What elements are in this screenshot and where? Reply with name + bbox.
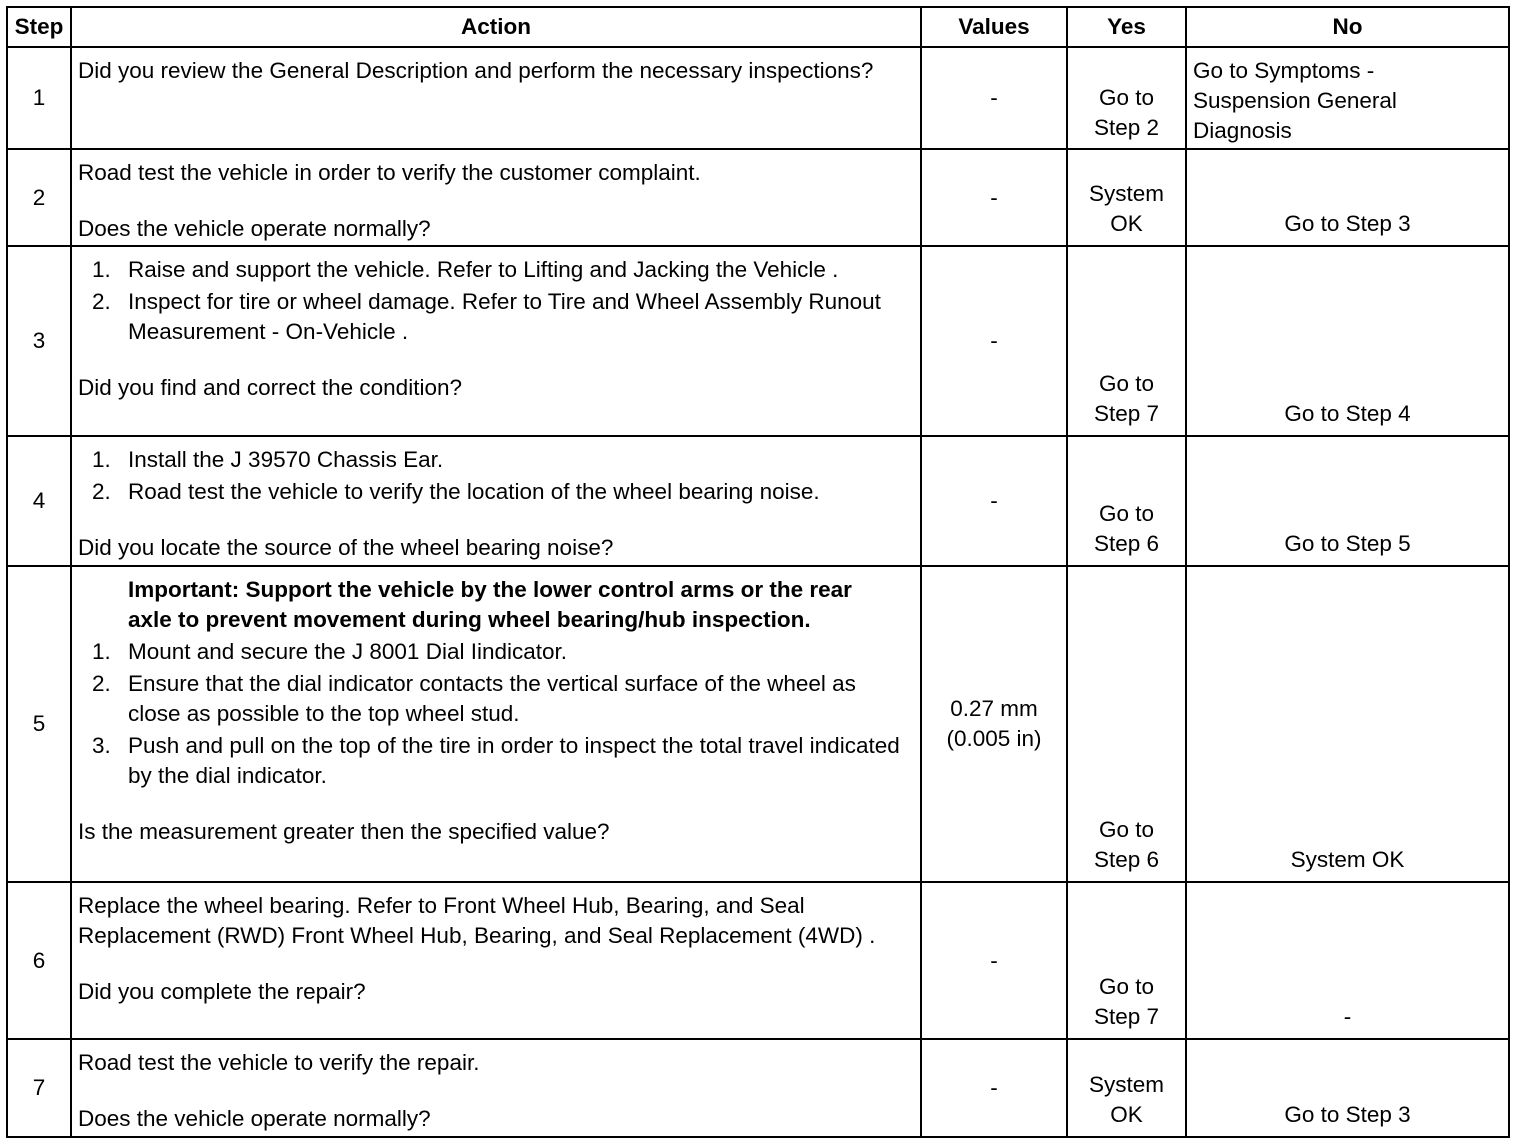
- action-cell: [71, 1039, 921, 1137]
- header-action: Action: [71, 7, 921, 47]
- step-number: 3: [7, 246, 71, 436]
- yes-cell: [1067, 47, 1186, 149]
- important-label: Important: [128, 577, 232, 602]
- item-number: 1.: [92, 639, 111, 664]
- step-number: 4: [7, 436, 71, 566]
- list-item: [78, 731, 914, 791]
- table-row: [7, 47, 1509, 149]
- list-item: [78, 477, 914, 507]
- no-cell: System OK: [1186, 566, 1509, 882]
- yes-text: Go to Step 2: [1093, 85, 1160, 140]
- list-item: [78, 255, 914, 285]
- action-question: Does the vehicle operate normally?: [78, 1106, 431, 1131]
- action-question: Does the vehicle operate normally?: [78, 216, 431, 241]
- yes-text: Go to Step 7: [1093, 371, 1160, 426]
- values-cell: -: [921, 149, 1067, 246]
- table-row: [7, 1039, 1509, 1137]
- yes-text: System OK: [1088, 1072, 1164, 1127]
- important-text: : Support the vehicle by the lower control arms or the rear axle to prevent movement during wheel bearing/hub inspection.: [128, 577, 852, 632]
- list-item: [78, 445, 914, 475]
- item-number: 3.: [92, 733, 111, 758]
- values-cell: [921, 566, 1067, 882]
- no-cell: Go to Step 4: [1186, 246, 1509, 436]
- action-question: Did you locate the source of the wheel bearing noise?: [78, 535, 614, 560]
- action-cell: [71, 47, 921, 149]
- header-values: Values: [921, 7, 1067, 47]
- action-cell: [71, 246, 921, 436]
- values-cell: -: [921, 1039, 1067, 1137]
- list-item: [78, 287, 914, 347]
- yes-cell: [1067, 882, 1186, 1039]
- action-question: Did you complete the repair?: [78, 979, 366, 1004]
- step-number: 2: [7, 149, 71, 246]
- step-number: 1: [7, 47, 71, 149]
- table-row: [7, 149, 1509, 246]
- header-yes: Yes: [1067, 7, 1186, 47]
- values-cell: -: [921, 882, 1067, 1039]
- item-number: 2.: [92, 289, 111, 314]
- no-cell: Go to Step 3: [1186, 149, 1509, 246]
- values-cell: -: [921, 246, 1067, 436]
- item-number: 1.: [92, 447, 111, 472]
- item-text: Push and pull on the top of the tire in order to inspect the total travel indicated by the dial indicator.: [128, 733, 900, 788]
- yes-text: Go to Step 6: [1093, 817, 1160, 872]
- yes-cell: [1067, 1039, 1186, 1137]
- table-row: [7, 566, 1509, 882]
- action-question: Did you find and correct the condition?: [78, 375, 462, 400]
- table-row: [7, 882, 1509, 1039]
- step-number: 5: [7, 566, 71, 882]
- important-note: [78, 575, 914, 635]
- action-cell: [71, 566, 921, 882]
- item-text: Raise and support the vehicle. Refer to Lifting and Jacking the Vehicle .: [128, 257, 839, 282]
- yes-text: Go to Step 6: [1093, 501, 1160, 556]
- no-cell: Go to Step 5: [1186, 436, 1509, 566]
- item-text: Mount and secure the J 8001 Dial Iindicator.: [128, 639, 568, 664]
- values-text: 0.27 mm (0.005 in): [946, 696, 1042, 751]
- header-no: No: [1186, 7, 1509, 47]
- action-text: Road test the vehicle in order to verify the customer complaint.: [78, 160, 701, 185]
- item-number: 1.: [92, 257, 111, 282]
- action-cell: [71, 149, 921, 246]
- table-row: [7, 436, 1509, 566]
- no-cell: Go to Step 3: [1186, 1039, 1509, 1137]
- item-text: Install the J 39570 Chassis Ear.: [128, 447, 444, 472]
- list-item: [78, 669, 914, 729]
- item-text: Ensure that the dial indicator contacts the vertical surface of the wheel as close as possible to the top wheel stud.: [128, 671, 856, 726]
- item-text: Inspect for tire or wheel damage. Refer to Tire and Wheel Assembly Runout Measurement - On-Vehicle .: [128, 289, 881, 344]
- yes-cell: [1067, 246, 1186, 436]
- action-text: Replace the wheel bearing. Refer to Front Wheel Hub, Bearing, and Seal Replacement (RWD) Front Wheel Hub, Bearing, and Seal Replacement (4WD) .: [78, 893, 876, 948]
- item-number: 2.: [92, 671, 111, 696]
- step-number: 6: [7, 882, 71, 1039]
- header-row: [7, 7, 1509, 47]
- header-step: Step: [7, 7, 71, 47]
- yes-text: System OK: [1088, 181, 1164, 236]
- table-row: [7, 246, 1509, 436]
- no-cell: -: [1186, 882, 1509, 1039]
- diagnostic-table: [6, 6, 1510, 1138]
- yes-cell: [1067, 149, 1186, 246]
- action-cell: [71, 436, 921, 566]
- step-number: 7: [7, 1039, 71, 1137]
- values-cell: -: [921, 47, 1067, 149]
- values-cell: -: [921, 436, 1067, 566]
- yes-cell: [1067, 566, 1186, 882]
- yes-text: Go to Step 7: [1093, 974, 1160, 1029]
- action-text: Did you review the General Description and perform the necessary inspections?: [78, 58, 874, 83]
- item-number: 2.: [92, 479, 111, 504]
- yes-cell: [1067, 436, 1186, 566]
- item-text: Road test the vehicle to verify the location of the wheel bearing noise.: [128, 479, 820, 504]
- action-text: Road test the vehicle to verify the repair.: [78, 1050, 480, 1075]
- no-cell: Go to Symptoms - Suspension General Diagnosis: [1186, 47, 1509, 149]
- action-question: Is the measurement greater then the specified value?: [78, 819, 610, 844]
- list-item: [78, 637, 914, 667]
- action-cell: [71, 882, 921, 1039]
